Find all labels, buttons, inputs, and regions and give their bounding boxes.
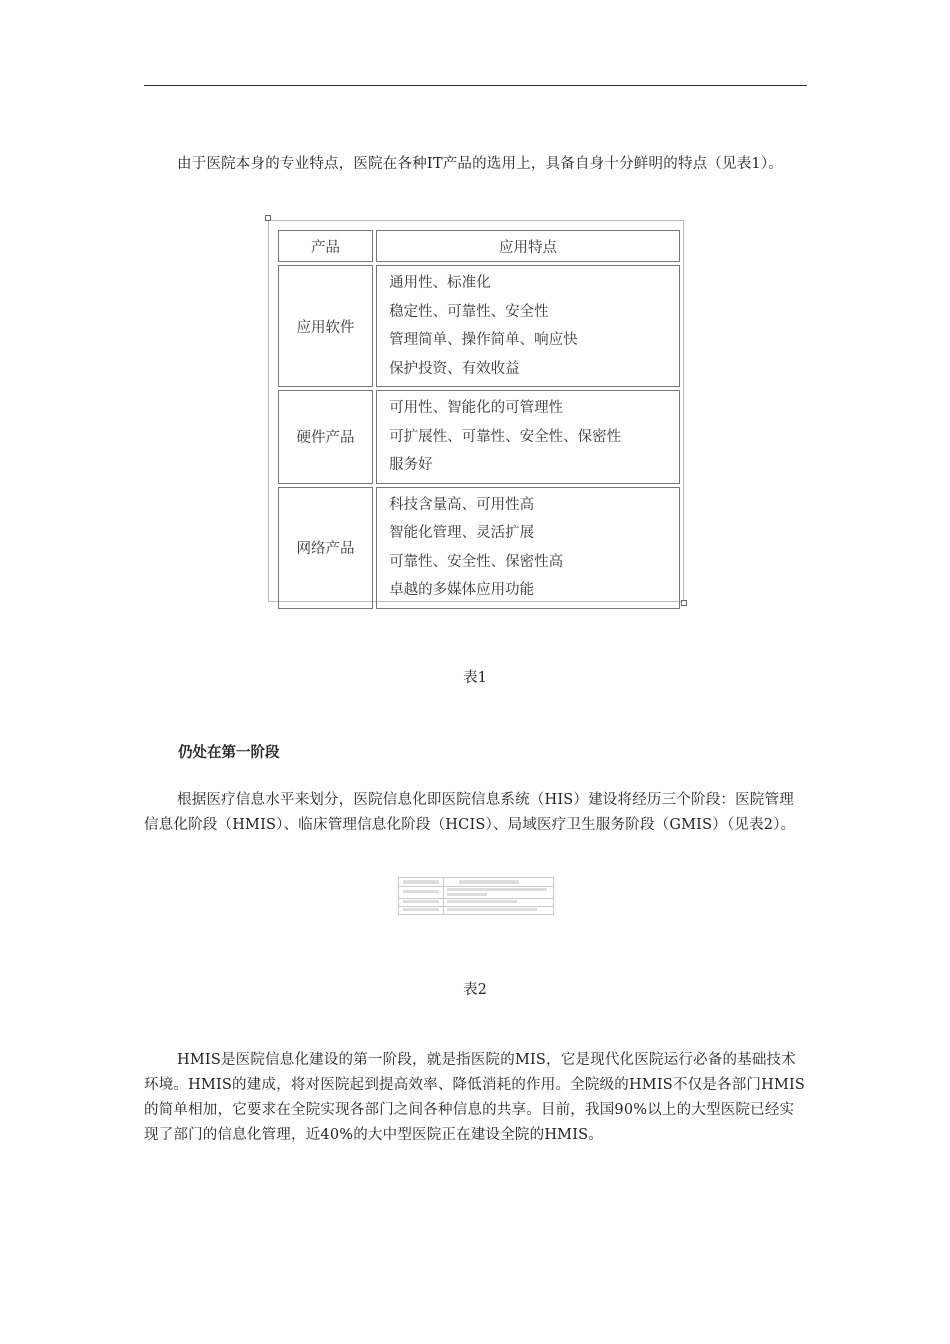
resize-handle-top-left[interactable] — [265, 215, 271, 221]
feature-line: 通用性、标准化 — [389, 275, 491, 291]
feature-line: 稳定性、可靠性、安全性 — [389, 303, 549, 320]
table-2-blurred-text — [403, 880, 439, 884]
product-cell: 应用软件 — [278, 265, 373, 387]
intro-paragraph: 由于医院本身的专业特点，医院在各种IT产品的选用上，具备自身十分鲜明的特点（见表1）。 — [177, 156, 783, 172]
feature-line: 智能化管理、灵活扩展 — [389, 525, 535, 541]
table-2-divider — [443, 878, 444, 914]
section-heading: 仍处在第一阶段 — [178, 745, 280, 761]
product-cell: 硬件产品 — [278, 390, 373, 484]
table-2-caption: 表2 — [463, 982, 487, 998]
table-row — [278, 265, 680, 387]
feature-line: 科技含量高、可用性高 — [389, 496, 535, 513]
header-product: 产品 — [278, 230, 373, 262]
table-2-blurred-text — [403, 890, 439, 893]
table-2-blurred-text — [447, 893, 487, 896]
feature-line: 可靠性、安全性、保密性高 — [389, 553, 564, 570]
hmis-paragraph: HMIS是医院信息化建设的第一阶段，就是指医院的MIS，它是现代化医院运行必备的基础技术环境。HMIS的建成，将对医院起到提高效率、降低消耗的作用。全院级的HMIS不仅是各部门HMIS的简单相加，它要求在全院实现各部门之间各种信息的共享。目前，我国90%以上的大型医院已经实现了部门的信息化管理，近40%的大中型医院正在建设全院的HMIS。 — [144, 1052, 806, 1143]
table-header-row — [278, 230, 680, 262]
table-2-rule — [399, 898, 553, 899]
features-cell — [376, 265, 680, 387]
product-cell: 网络产品 — [278, 487, 373, 609]
table-2-blurred-text — [447, 900, 517, 903]
table-2-blurred-text — [459, 880, 519, 884]
table-2-rule — [399, 906, 553, 907]
table-row — [278, 390, 680, 484]
table-2-blurred-text — [447, 888, 547, 891]
feature-line: 保护投资、有效收益 — [389, 360, 520, 377]
table-2-thumbnail — [398, 877, 554, 915]
feature-line: 服务好 — [389, 457, 433, 473]
table-1-image — [268, 220, 684, 602]
feature-line: 可扩展性、可靠性、安全性、保密性 — [389, 428, 622, 445]
table-2-blurred-text — [403, 908, 439, 911]
table-2-blurred-text — [403, 900, 439, 903]
stages-paragraph: 根据医疗信息水平来划分，医院信息化即医院信息系统（HIS）建设将经历三个阶段：医院管理信息化阶段（HMIS）、临床管理信息化阶段（HCIS）、局域医疗卫生服务阶段（GMIS）（见表2）。 — [144, 792, 796, 833]
table-row — [278, 487, 680, 609]
features-table — [275, 227, 683, 612]
features-cell — [376, 487, 680, 609]
header-rule — [144, 85, 807, 86]
feature-line: 卓越的多媒体应用功能 — [389, 582, 535, 598]
table-2-blurred-text — [447, 908, 537, 911]
table-1-caption: 表1 — [463, 670, 487, 686]
feature-line: 可用性、智能化的可管理性 — [389, 400, 564, 416]
header-features: 应用特点 — [376, 230, 680, 262]
table-2-rule — [399, 886, 553, 887]
features-cell — [376, 390, 680, 484]
feature-line: 管理简单、操作简单、响应快 — [389, 332, 578, 348]
